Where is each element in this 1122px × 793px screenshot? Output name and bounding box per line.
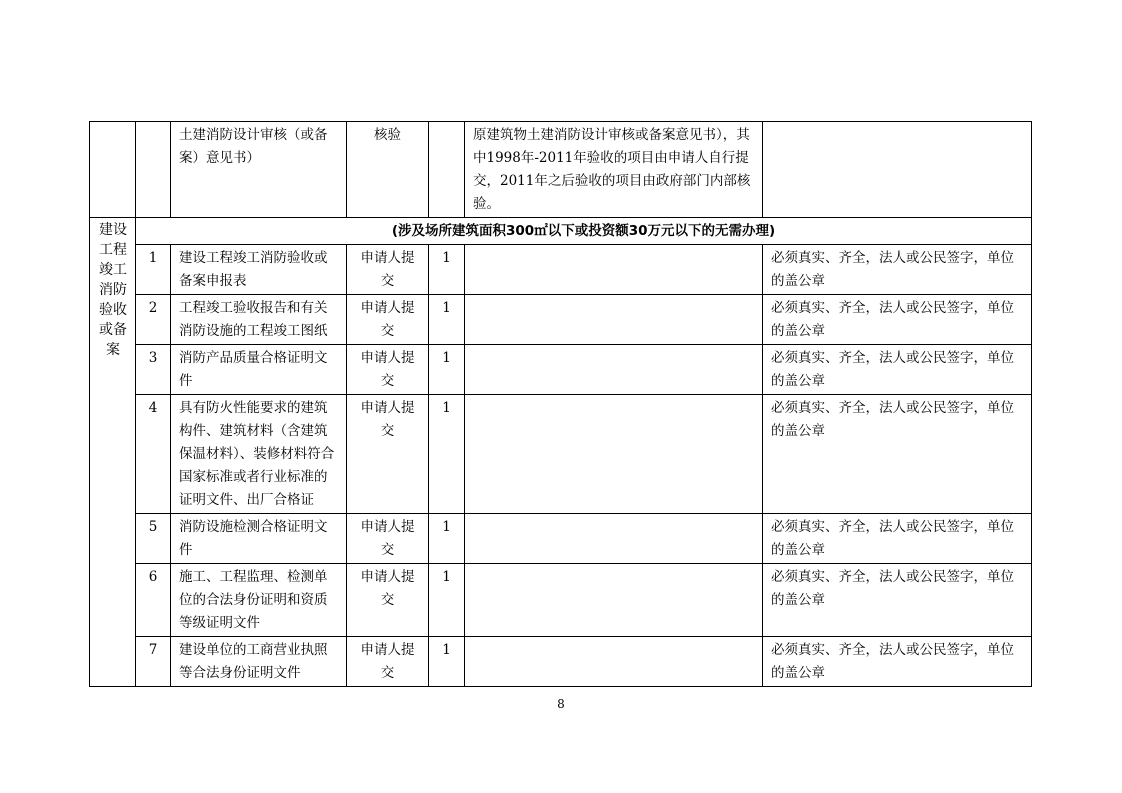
method-cell: 申请人提交 — [347, 637, 429, 687]
description-cell — [465, 637, 763, 687]
copies-cell: 1 — [429, 345, 465, 395]
requirement-cell: 必须真实、齐全，法人或公民签字，单位的盖公章 — [763, 245, 1032, 295]
copies-cell: 1 — [429, 564, 465, 637]
requirement-cell — [763, 122, 1032, 218]
section-banner-row — [90, 218, 1032, 245]
material-cell: 消防产品质量合格证明文件 — [171, 345, 347, 395]
row-number: 7 — [136, 637, 171, 687]
row-number: 4 — [136, 395, 171, 514]
description-cell — [465, 514, 763, 564]
copies-cell: 1 — [429, 245, 465, 295]
method-cell: 申请人提交 — [347, 395, 429, 514]
requirement-cell: 必须真实、齐全，法人或公民签字，单位的盖公章 — [763, 514, 1032, 564]
table-row — [90, 564, 1032, 637]
section-banner: (涉及场所建筑面积300㎡以下或投资额30万元以下的无需办理) — [136, 218, 1032, 245]
table-row — [90, 245, 1032, 295]
row-number: 5 — [136, 514, 171, 564]
table-row — [90, 514, 1032, 564]
material-cell: 工程竣工验收报告和有关消防设施的工程竣工图纸 — [171, 295, 347, 345]
section-name: 建设工程竣工消防验收或备案 — [99, 222, 127, 358]
description-cell — [465, 245, 763, 295]
description-cell: 原建筑物土建消防设计审核或备案意见书），其中1998年-2011年验收的项目由申请人自行提交，2011年之后验收的项目由政府部门内部核验。 — [465, 122, 763, 218]
row-number: 3 — [136, 345, 171, 395]
row-number: 1 — [136, 245, 171, 295]
table-row-continued — [90, 122, 1032, 218]
copies-cell: 1 — [429, 295, 465, 345]
row-number: 2 — [136, 295, 171, 345]
requirement-cell: 必须真实、齐全，法人或公民签字，单位的盖公章 — [763, 564, 1032, 637]
table-row — [90, 345, 1032, 395]
method-cell: 申请人提交 — [347, 295, 429, 345]
copies-cell: 1 — [429, 514, 465, 564]
copies-cell — [429, 122, 465, 218]
section-cell-prev — [90, 122, 136, 218]
material-cell: 具有防火性能要求的建筑构件、建筑材料（含建筑保温材料）、装修材料符合国家标准或者行业标准的证明文件、出厂合格证 — [171, 395, 347, 514]
description-cell — [465, 564, 763, 637]
description-cell — [465, 395, 763, 514]
material-cell: 消防设施检测合格证明文件 — [171, 514, 347, 564]
copies-cell: 1 — [429, 395, 465, 514]
material-cell: 土建消防设计审核（或备案）意见书） — [171, 122, 347, 218]
requirement-cell: 必须真实、齐全，法人或公民签字，单位的盖公章 — [763, 345, 1032, 395]
material-cell: 建设工程竣工消防验收或备案申报表 — [171, 245, 347, 295]
requirements-table — [89, 121, 1032, 687]
page-number: 8 — [557, 697, 565, 711]
row-number-cell — [136, 122, 171, 218]
requirement-cell: 必须真实、齐全，法人或公民签字，单位的盖公章 — [763, 395, 1032, 514]
method-cell: 申请人提交 — [347, 514, 429, 564]
table-row — [90, 637, 1032, 687]
requirement-cell: 必须真实、齐全，法人或公民签字，单位的盖公章 — [763, 295, 1032, 345]
copies-cell: 1 — [429, 637, 465, 687]
description-cell — [465, 295, 763, 345]
section-name-cell — [90, 218, 136, 687]
table-row — [90, 295, 1032, 345]
description-cell — [465, 345, 763, 395]
method-cell: 申请人提交 — [347, 564, 429, 637]
method-cell: 申请人提交 — [347, 245, 429, 295]
row-number: 6 — [136, 564, 171, 637]
material-cell: 施工、工程监理、检测单位的合法身份证明和资质等级证明文件 — [171, 564, 347, 637]
requirement-cell: 必须真实、齐全，法人或公民签字，单位的盖公章 — [763, 637, 1032, 687]
material-cell: 建设单位的工商营业执照等合法身份证明文件 — [171, 637, 347, 687]
method-cell: 申请人提交 — [347, 345, 429, 395]
table-row — [90, 395, 1032, 514]
method-cell: 核验 — [347, 122, 429, 218]
